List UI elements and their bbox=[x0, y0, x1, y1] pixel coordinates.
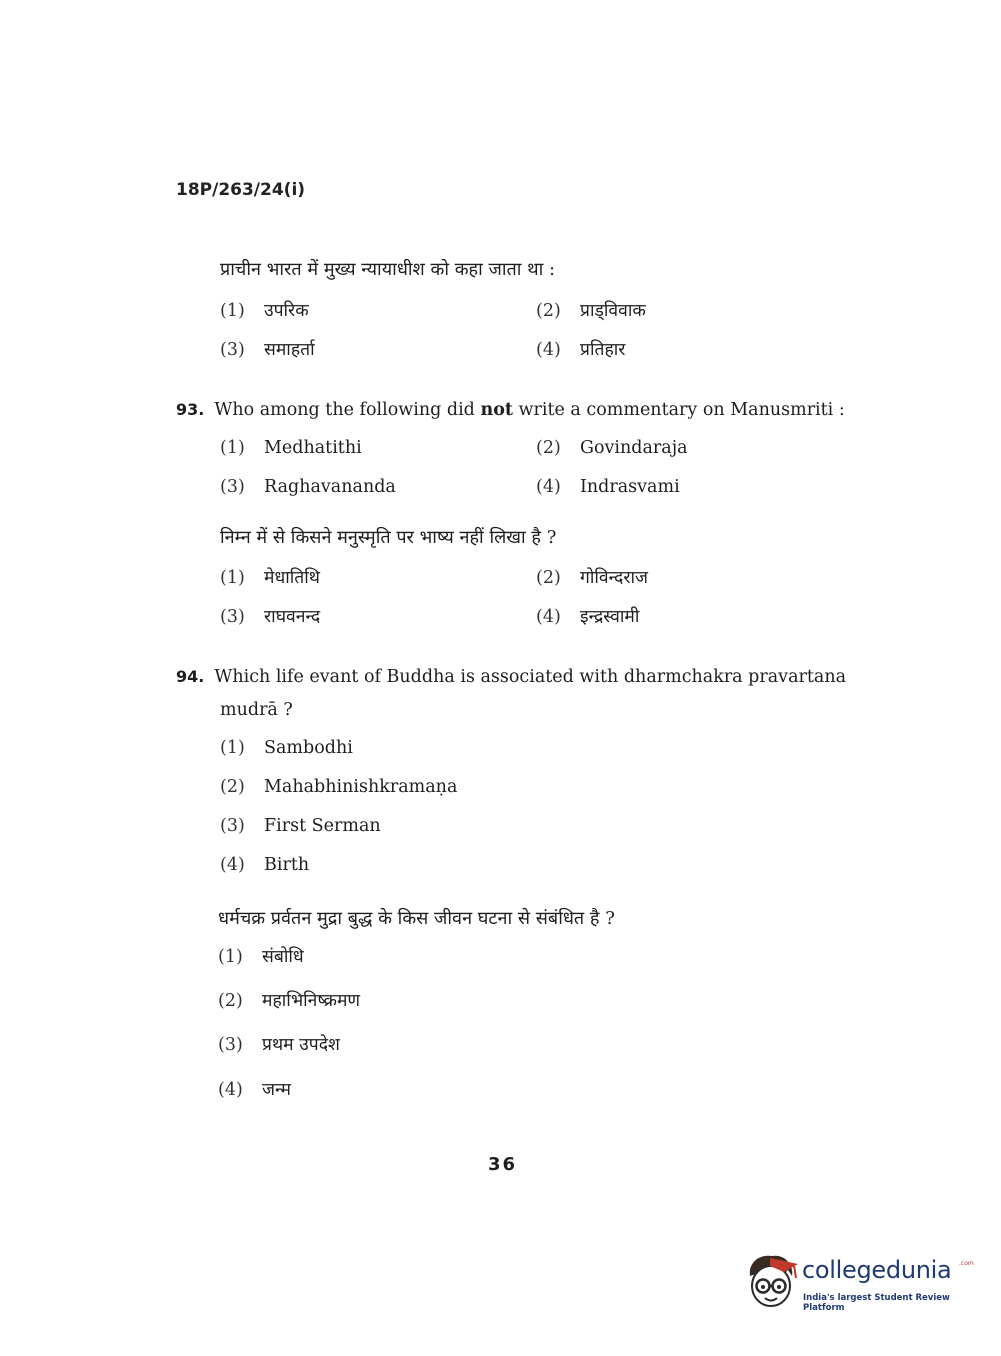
mascot-icon bbox=[742, 1250, 800, 1312]
q94-number: 94. bbox=[176, 667, 205, 686]
q93-hindi-option-1: (1) मेधातिथि bbox=[220, 568, 320, 588]
q94-option-2: (2) Mahabhinishkramaṇa bbox=[220, 777, 458, 797]
q94-question-line1: 94. Which life evant of Buddha is associated with dharmchakra pravartana bbox=[176, 667, 847, 687]
q94-hindi-question: धर्मचक्र प्रर्वतन मुद्रा बुद्ध के किस जीवन घटना से संबंधित है ? bbox=[218, 908, 615, 929]
q94-hindi-option-2: (2) महाभिनिष्क्रमण bbox=[218, 991, 361, 1011]
q94-option-4: (4) Birth bbox=[220, 855, 310, 875]
q93-hindi-question: निम्न में से किसने मनुस्मृति पर भाष्य नहीं लिखा है ? bbox=[220, 527, 557, 548]
q92-hindi-option-4: (4) प्रतिहार bbox=[536, 340, 626, 360]
q93-number: 93. bbox=[176, 400, 205, 419]
q92-hindi-option-2: (2) प्राड्विवाक bbox=[536, 301, 646, 321]
page-number: 36 bbox=[488, 1154, 518, 1175]
q94-hindi-option-3: (3) प्रथम उपदेश bbox=[218, 1035, 340, 1055]
q94-hindi-option-4: (4) जन्म bbox=[218, 1080, 292, 1100]
brand-tagline: India's largest Student Review Platform bbox=[803, 1293, 950, 1313]
q92-hindi-option-1: (1) उपरिक bbox=[220, 301, 309, 321]
paper-code: 18P/263/24(i) bbox=[176, 180, 306, 200]
q94-question-line2: mudrā ? bbox=[220, 700, 293, 720]
collegedunia-logo bbox=[742, 1250, 972, 1320]
q93-option-4: (4) Indrasvami bbox=[536, 477, 680, 497]
q93-option-3: (3) Raghavananda bbox=[220, 477, 396, 497]
brand-name: collegedunia bbox=[802, 1256, 952, 1284]
q94-option-3: (3) First Serman bbox=[220, 816, 381, 836]
q93-hindi-option-3: (3) राघवनन्द bbox=[220, 607, 321, 627]
q93-hindi-option-4: (4) इन्द्रस्वामी bbox=[536, 607, 640, 627]
q92-hindi-question: प्राचीन भारत में मुख्य न्यायाधीश को कहा जाता था : bbox=[220, 259, 556, 280]
q93-question: 93. Who among the following did not write a commentary on Manusmriti : bbox=[176, 400, 845, 420]
q93-option-2: (2) Govindaraja bbox=[536, 438, 688, 458]
q93-hindi-option-2: (2) गोविन्दराज bbox=[536, 568, 649, 588]
q93-option-1: (1) Medhatithi bbox=[220, 438, 362, 458]
brand-domain: .com bbox=[959, 1260, 974, 1267]
q94-option-1: (1) Sambodhi bbox=[220, 738, 353, 758]
q94-hindi-option-1: (1) संबोधि bbox=[218, 947, 304, 967]
q92-hindi-option-3: (3) समाहर्ता bbox=[220, 340, 315, 360]
